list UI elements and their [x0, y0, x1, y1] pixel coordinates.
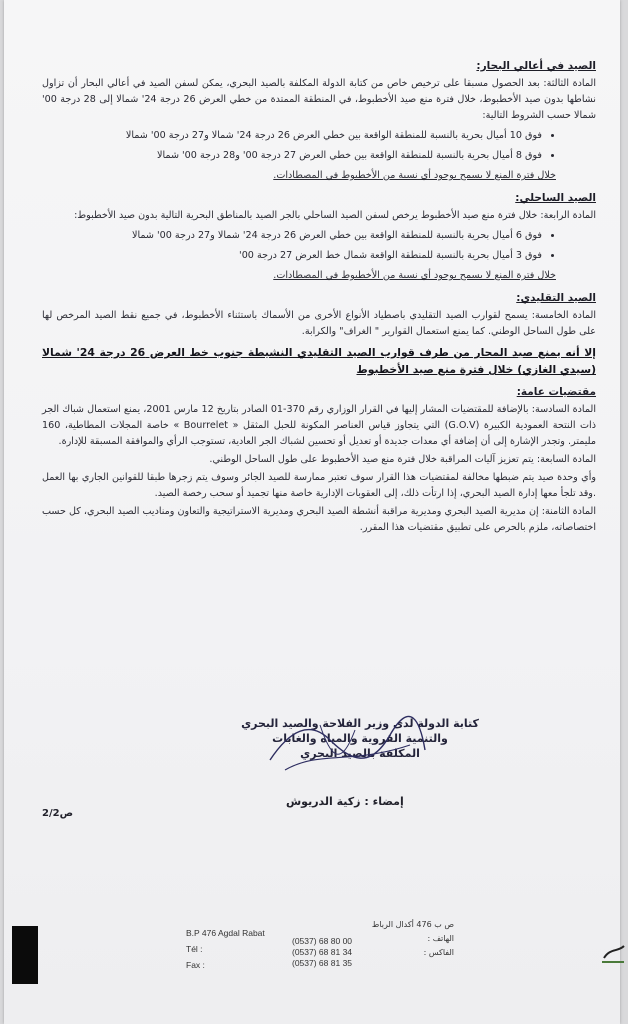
footer-numbers	[292, 936, 352, 969]
footer-tel-label: Tél :	[186, 944, 203, 954]
footer-tel-ar: الهاتف :	[427, 934, 454, 943]
signature-line-3: المكلفة بالصيد البحري	[300, 747, 420, 760]
heading-high-seas: الصيد في أعالي البحار:	[476, 60, 596, 72]
bullet-item: • فوق 8 أميال بحرية بالنسبة للمنطقة الواقعة بين خطي العرض 27 درجة 00' و28 درجة 00' شمالا	[42, 148, 542, 164]
article-5: المادة الخامسة: يسمح لقوارب الصيد التقليدي باصطياد الأنواع الأخرى من الأسماك باستثناء الأخطبوط، في جميع نقط الصيد المرخص لها على طول الساحل الوطني. كما يمنع استعمال القوارير " الغراف" والكرابة.	[42, 310, 596, 337]
footer-contact-ar	[372, 918, 454, 960]
heading-traditional: الصيد التقليدي:	[516, 292, 596, 304]
bullet-item: • فوق 6 أميال بحرية بالنسبة للمنطقة الواقعة بين خطي العرض 26 درجة 24' شمالا و27 درجة 00' شمالا	[42, 228, 542, 244]
document-page	[4, 0, 620, 1024]
traditional-restriction: إلا أنه يمنع صيد المحار من طرف قوارب الصيد التقليدي النشيطة جنوب خط العرض 26 درجة 24' شمالا (سيدي الغازي) خلال فترة منع صيد الأخطبوط	[42, 346, 597, 376]
signature-line-2: والتنمية القروية والمياه والغابات	[272, 732, 448, 745]
signature-scribble-icon	[260, 710, 430, 790]
heading-general: مقتضيات عامة:	[516, 386, 596, 398]
bullet-item: • فوق 3 أميال بحرية بالنسبة للمنطقة الواقعة شمال خط العرض 27 درجة 00'	[42, 248, 542, 264]
footer-fax-1: (0537) 68 81 34	[292, 947, 353, 957]
article-4: المادة الرابعة: خلال فترة منع صيد الأخطبوط يرخص لسفن الصيد الساحلي بالجر الصيد بالمناطق البحرية التالية بدون صيد الأخطبوط:	[74, 210, 596, 221]
article-7: المادة السابعة: يتم تعزيز آليات المراقبة خلال فترة منع صيد الأخطبوط على طول الساحل الوطني.	[209, 454, 596, 465]
footer-address-ar: ص ب 476 أكدال الرباط	[371, 920, 454, 929]
heading-coastal: الصيد الساحلي:	[515, 192, 596, 204]
footer-address-fr: B.P 476 Agdal Rabat	[186, 928, 265, 938]
footer-fax-label: Fax :	[186, 960, 205, 970]
bullet-item: • فوق 10 أميال بحرية بالنسبة للمنطقة الواقعة بين خطي العرض 26 درجة 24' شمالا و27 درجة 00' شمالا	[42, 128, 542, 144]
page-number: ص2/2	[42, 808, 74, 819]
footer-fax-ar: الفاكس :	[423, 948, 454, 957]
scan-black-marker	[12, 926, 38, 984]
article-6: المادة السادسة: بالإضافة للمقتضيات المشار إليها في القرار الوزاري رقم 370-01 الصادر بتاريخ 12 مارس 2001، يمنع استعمال شباك الجر ذات النتحة العمودية الكبيرة (G.O.V) التي يتجاوز قياس العناصر المكونة للحبل المثقل « Bourrelet » خاصة المجلات المطاطية، 160 مليمتر. وتجدر الإشارة إلى أن إضافة أي معدات جديدة أو تعديل أو تحسين لشباك الجر العادية، تستوجب الرأي والموافقة المسبقة للإدارة.	[42, 404, 596, 447]
article-7-sanctions: وأي وحدة صيد يتم ضبطها مخالفة لمقتضيات هذا القرار سوف تعتبر ممارسة للصيد الجائر وسوف يتم زجرها طبقا للقوانين الجاري بها العمل .وقد تلجأ معها إدارة الصيد البحري، إذا ارتأت ذلك، إلى العقوبات الإدارية خاصة منها تجميد أو سحب رخصة الصيد.	[42, 472, 596, 499]
coastal-note: خلال فترة المنع لا يسمح بوجود أي نسبة من الأخطبوط في المصطادات.	[273, 270, 556, 281]
article-3: المادة الثالثة: بعد الحصول مسبقا على ترخيص خاص من كتابة الدولة المكلفة بالصيد البحري، يمكن لسفن الصيد في أعالي البحار أن تزاول نشاطها بدون صيد الأخطبوط، خلال فترة منع صيد الأخطبوط، في المنطقة الممتدة من خطي العرض 26 درجة 24' شمالا إلى 28 درجة 00' شمالا حسب الشروط التالية:	[42, 78, 596, 121]
footer-tel: (0537) 68 80 00	[292, 936, 353, 946]
high-seas-bullets	[42, 128, 556, 164]
article-8: المادة الثامنة: إن مديرية الصيد البحري ومديرية مراقبة أنشطة الصيد البحري ومديرية الاستراتيجية والتعاون ومناديب الصيد البحري، كل حسب اختصاصاته، ملزم بالحرص على تطبيق مقتضيات هذا المقرر.	[42, 506, 596, 533]
footer-contact-fr	[186, 925, 265, 973]
logo-fragment-icon	[600, 918, 626, 966]
signatory-name: إمضاء : زكية الدريوش	[286, 795, 404, 808]
signature-block	[240, 716, 480, 761]
coastal-bullets	[42, 228, 556, 264]
document-body	[42, 52, 596, 538]
footer-fax-2: (0537) 68 81 35	[292, 958, 353, 968]
signature-line-1: كتابة الدولة لدى وزير الفلاحة والصيد البحري	[241, 717, 479, 730]
high-seas-note: خلال فترة المنع لا يسمح بوجود أي نسبة من الأخطبوط في المصطادات.	[273, 170, 556, 181]
